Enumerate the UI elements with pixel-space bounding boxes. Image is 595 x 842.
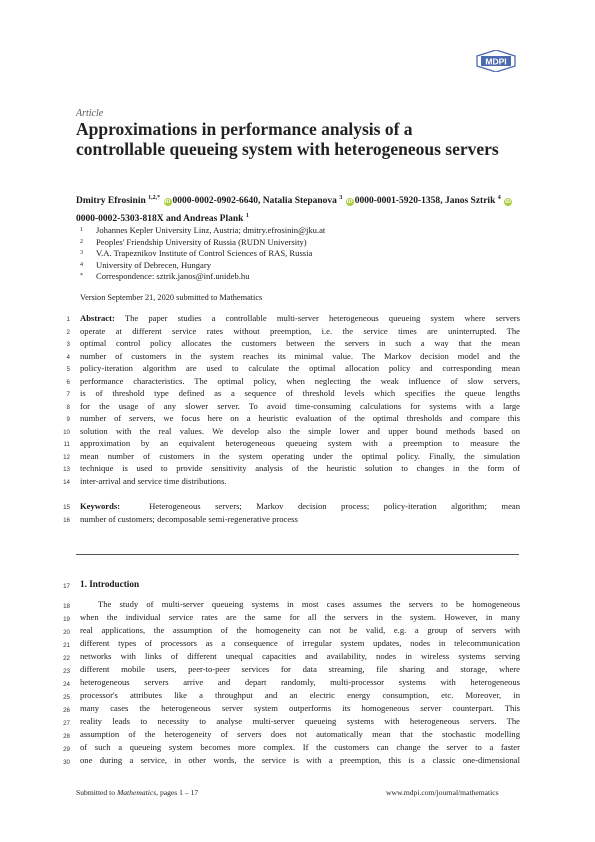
intro-line: real applications, the assumption of the homogeneity can not be valid, e.g. a group of servers with (80, 625, 520, 635)
affiliation-text: Johannes Kepler University Linz, Austria; dmitry.efrosinin@jku.at (96, 225, 326, 235)
intro-line: of such a queueing system becomes more complex. If the customers can change the server to a faster (80, 742, 520, 752)
author-name[interactable]: Andreas Plank (183, 214, 244, 225)
author-superscript: 1,2,* (148, 195, 161, 201)
line-number: 23 (63, 668, 70, 675)
line-number: 30 (63, 759, 70, 766)
footer-submission (76, 788, 198, 797)
keywords-label: Keywords: (80, 501, 121, 511)
line-number: 13 (63, 466, 70, 473)
footer-journal: Mathematics (116, 788, 157, 797)
author-separator: , (258, 196, 263, 207)
intro-line: assumption of the heterogeneity of servers does not automatically mean that the stochastic modelling (80, 729, 520, 739)
author-superscript: 1 (245, 213, 249, 220)
line-number: 16 (63, 516, 70, 524)
line-number: 14 (63, 478, 70, 486)
abstract-line: technique is used to provide sensitivity analysis of the heuristic solution to changes in the form of (80, 463, 520, 473)
intro-line: The study of multi-server queueing systems in most cases assumes the servers to be homogeneous (98, 599, 520, 609)
line-number: 12 (63, 453, 70, 461)
mdpi-logo (474, 50, 518, 72)
author-superscript: 4 (497, 195, 501, 201)
abstract-line: policy-iteration algorithm are used to calculate the optimal allocation policy and corresponding mean (80, 363, 520, 373)
author-name[interactable]: Janos Sztrik (444, 196, 496, 207)
abstract-line: operate at different service rates without preemption, i.e. the service times are uninterrupted. The (80, 325, 520, 336)
intro-line: processor's attributes like a throughput and an electric energy consumption, etc. Moreover, in (80, 690, 520, 700)
line-number: 10 (63, 428, 70, 436)
line-number: 22 (63, 655, 70, 662)
footer-pages: , pages 1 – 17 (156, 788, 199, 797)
line-number: 11 (63, 441, 70, 448)
intro-line: many cases the heterogeneous server system outperforms its homogeneous server counterpart. This (80, 703, 520, 713)
affiliation-mark: * (80, 273, 83, 279)
author-name[interactable]: Dmitry Efrosinin (76, 196, 146, 207)
keywords-line (80, 500, 520, 513)
footer-prefix: Submitted to (76, 788, 117, 797)
keywords-line-text: Heterogeneous servers; Markov decision process; policy-iteration algorithm; mean (149, 501, 521, 511)
correspondence-text[interactable]: Correspondence: sztrik.janos@inf.unideb.hu (96, 271, 250, 281)
line-number: 7 (66, 391, 70, 398)
abstract-line: inter-arrival and service time distributions. (80, 475, 227, 486)
section-heading: 1. Introduction (80, 579, 140, 589)
abstract-line: optimal control policy allocates the customers between the servers in such a way that the mean (80, 338, 520, 348)
intro-line: heterogeneous servers arrive and depart randomly, multi-processor systems with heterogeneous (80, 677, 520, 687)
affiliation-item (80, 225, 520, 237)
intro-line: reality leads to necessity to analyse multi-server queueing systems with heterogeneous servers. The (80, 716, 520, 726)
affiliation-mark: 1 (80, 227, 83, 233)
line-number: 6 (66, 378, 70, 386)
intro-line: different mobile users, peer-to-peer services for data streaming, file sharing and storage, where (80, 664, 520, 674)
author-name[interactable]: Natalia Stepanova (262, 196, 337, 207)
article-type: Article (76, 108, 104, 119)
author-superscript: 3 (339, 195, 343, 201)
line-number: 26 (63, 707, 70, 714)
line-number: 19 (63, 616, 70, 623)
section-divider (76, 554, 519, 555)
mdpi-logo-graphic (474, 50, 518, 72)
line-number: 1 (66, 316, 70, 323)
abstract-label: Abstract: (80, 313, 115, 323)
abstract-line: approximation by an equivalent heterogeneous queueing system with a preemption to measure the (80, 438, 520, 448)
author-separator: , (440, 196, 445, 207)
line-number: 20 (63, 629, 70, 636)
abstract-line: performance characteristics. The optimal policy, when neglecting the weak influence of slow servers, (80, 375, 520, 386)
orcid-id[interactable]: 0000-0001-5920-1358 (354, 196, 441, 207)
abstract-line-text: The paper studies a controllable multi-server heterogeneous queueing system where servers (124, 313, 520, 323)
affiliation-text: V.A. Trapeznikov Institute of Control Sciences of RAS, Russia (96, 248, 313, 258)
line-number: 2 (66, 328, 70, 336)
affiliation-text: Peoples' Friendship University of Russia (RUDN University) (96, 236, 307, 247)
intro-line: when the individual service rates are the same for all the servers in the system. However, in many (80, 612, 520, 622)
footer-journal-url[interactable]: www.mdpi.com/journal/mathematics (386, 788, 499, 797)
orcid-icon[interactable]: iD (346, 199, 353, 206)
line-number: 8 (66, 403, 70, 411)
line-number: 25 (63, 694, 70, 701)
version-note: Version September 21, 2020 submitted to Mathematics (80, 293, 263, 302)
abstract-line: number of customers in the system reaches its minimal value. The Markov decision model and the (80, 350, 520, 361)
correspondence-item (80, 271, 520, 283)
abstract-line: for the usage of any slower server. To avoid time-consuming calculations for systems with a large (80, 400, 520, 411)
line-number: 4 (66, 353, 70, 361)
keywords-line: number of customers; decomposable semi-regenerative process (80, 513, 298, 524)
affiliation-mark: 3 (80, 250, 83, 256)
line-number: 18 (63, 603, 70, 610)
orcid-id[interactable]: 0000-0002-5303-818X (76, 214, 164, 225)
orcid-id[interactable]: 0000-0002-0902-6640 (172, 196, 259, 207)
line-number: 28 (63, 733, 70, 740)
affiliation-list (80, 225, 520, 283)
line-number: 3 (66, 341, 70, 348)
abstract-line: solution with the real values. We develop also the simple lower and upper bound methods based on (80, 425, 520, 436)
affiliation-text: University of Debrecen, Hungary (96, 259, 212, 270)
intro-line: networks with links of different unequal capacities and availability, nodes in wireless systems serving (80, 651, 520, 661)
affiliation-mark: 2 (80, 238, 83, 245)
line-number: 9 (66, 416, 70, 423)
intro-line: one during a service, in other words, the service is with a preemption, this is a classic one-dimensional (80, 755, 520, 765)
author-conjunction: and (163, 214, 184, 225)
affiliation-mark: 4 (80, 261, 83, 268)
author-list (76, 191, 524, 227)
line-number: 5 (66, 366, 70, 373)
abstract-line: number of servers, we focus here on a heuristic evaluation of the optimal thresholds and compare this (80, 413, 520, 423)
line-number: 15 (63, 504, 70, 511)
line-number: 21 (63, 642, 70, 649)
intro-line: different types of processors as a consequence of irregular system updates, nodes in telecommunication (80, 638, 520, 648)
paper-title: Approximations in performance analysis of a controllable queueing system with heterogeneous servers (76, 119, 499, 159)
affiliation-item (80, 260, 520, 272)
abstract-line (80, 312, 520, 325)
affiliation-item (80, 237, 520, 249)
affiliation-item (80, 248, 520, 260)
orcid-icon[interactable]: iD (164, 199, 171, 206)
line-number: 24 (63, 681, 70, 688)
line-number: 17 (63, 583, 70, 590)
line-number: 29 (63, 746, 70, 753)
abstract-line: is of threshold type defined as a sequence of threshold levels which specifies the queue lengths (80, 388, 520, 398)
line-number: 27 (63, 720, 70, 727)
abstract-line: mean number of customers in the system operating under the optimal policy. Finally, the simulation (80, 450, 520, 461)
mdpi-logo-text: MDPI (485, 56, 507, 67)
orcid-icon[interactable]: iD (505, 199, 512, 206)
